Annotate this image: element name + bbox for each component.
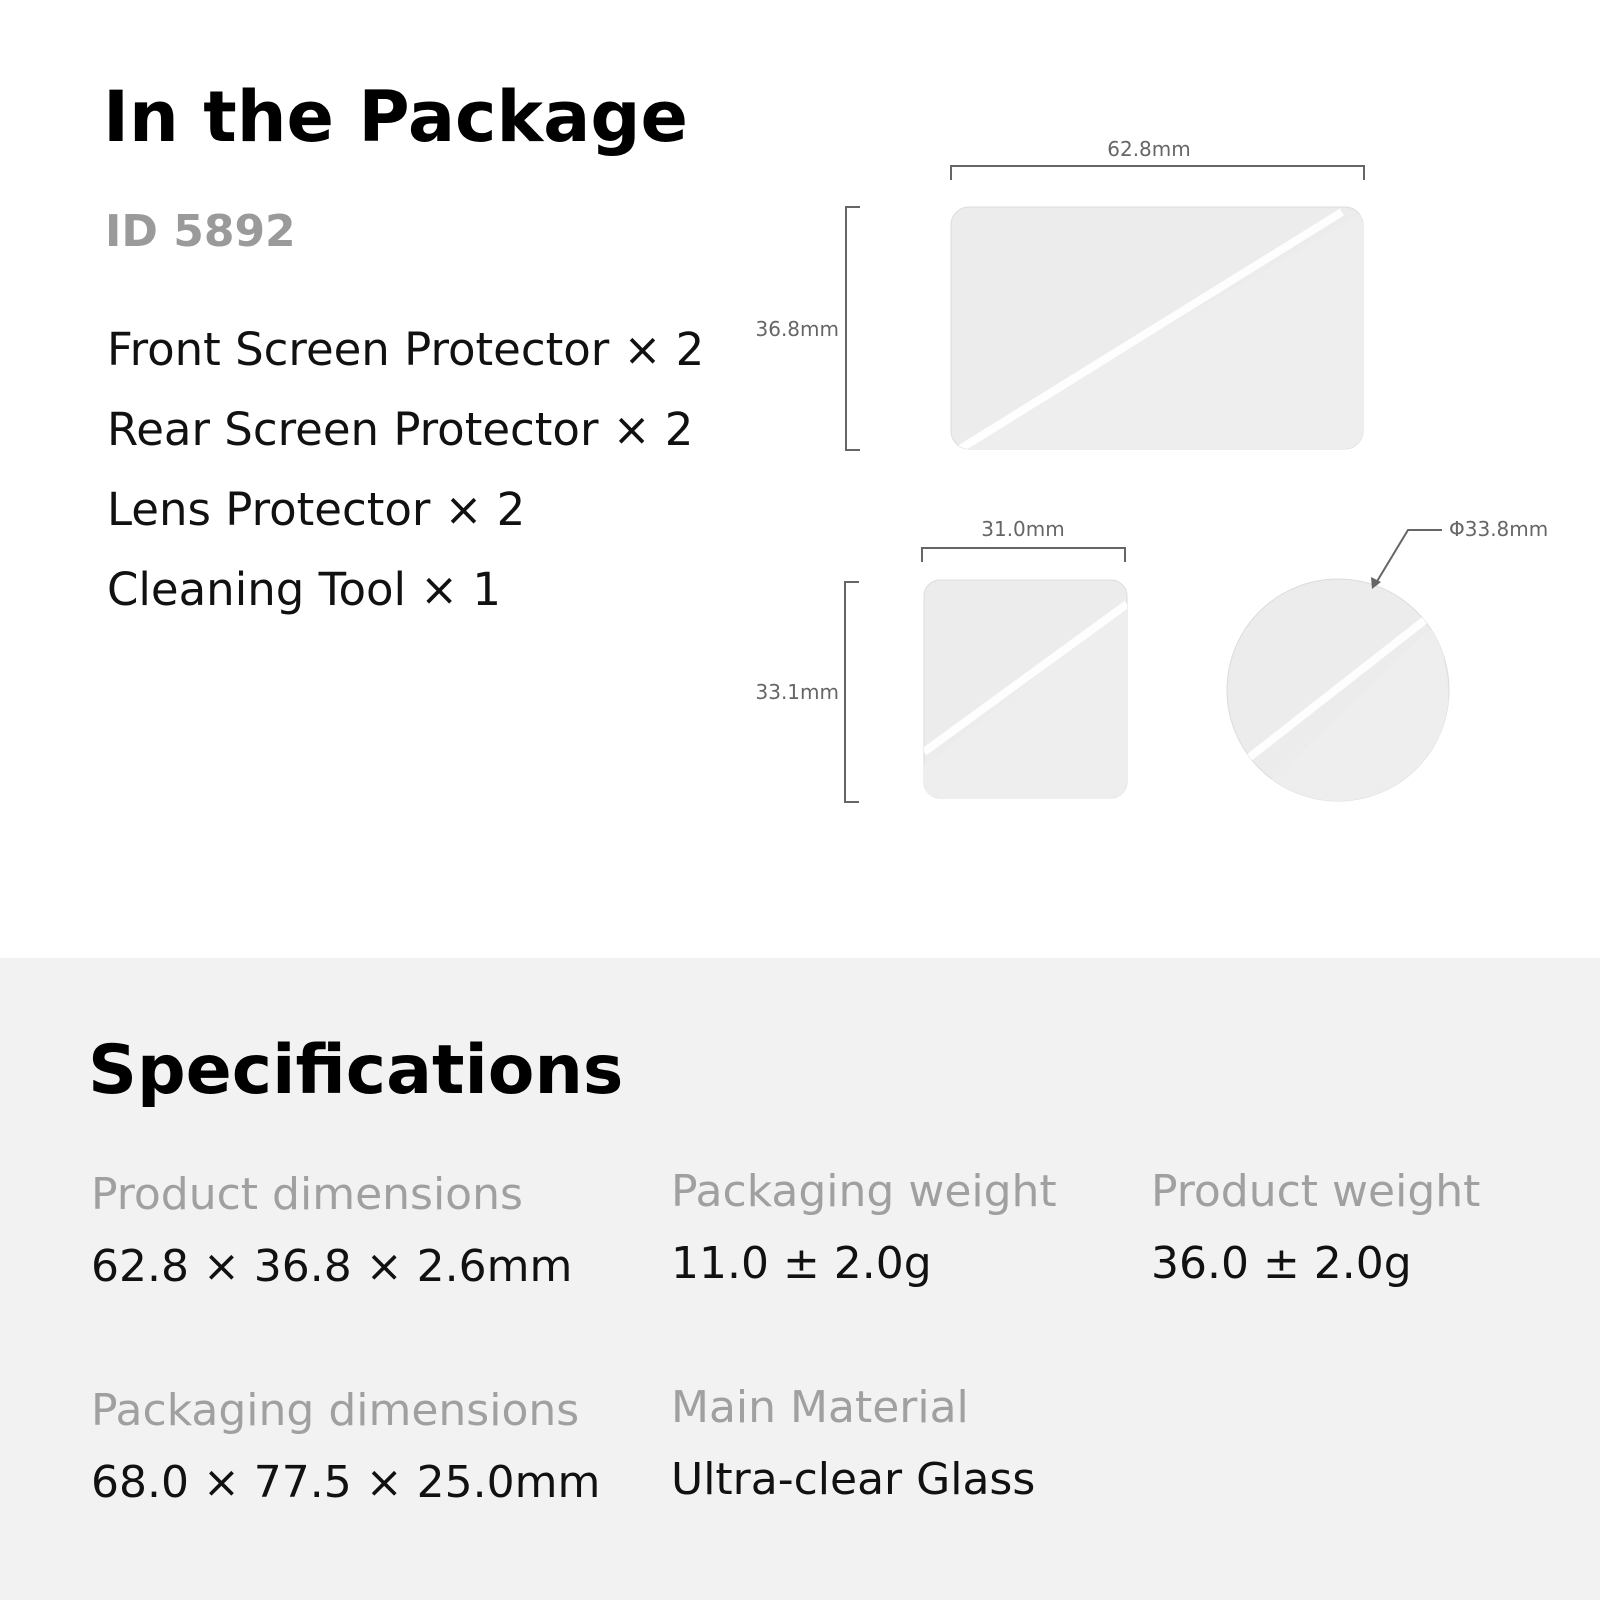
package-item-lens-protector: Lens Protector × 2 [107, 483, 526, 536]
product-id: ID 5892 [105, 206, 296, 257]
spec-packaging-weight [671, 1164, 1057, 1292]
package-title: In the Package [103, 76, 688, 158]
rear-protector-shape [924, 580, 1127, 798]
package-item-front-screen-protector: Front Screen Protector × 2 [107, 323, 705, 376]
front-height-label: 36.8mm [755, 317, 839, 341]
spec-value: 62.8 × 36.8 × 2.6mm [91, 1241, 573, 1292]
lens-diameter-dimension [1371, 517, 1548, 589]
front-protector-shape [951, 207, 1363, 449]
spec-label: Product weight [1151, 1166, 1481, 1217]
spec-value: 11.0 ± 2.0g [671, 1238, 932, 1289]
front-height-dimension [756, 207, 861, 450]
spec-packaging-dimensions [91, 1383, 600, 1511]
spec-label: Product dimensions [91, 1169, 523, 1220]
front-width-label: 62.8mm [1107, 137, 1191, 161]
front-width-dimension [951, 137, 1364, 180]
spec-product-weight [1151, 1164, 1480, 1292]
lens-diameter-label: Φ33.8mm [1449, 517, 1549, 541]
specifications-title: Specifications [88, 1031, 624, 1110]
spec-value: 36.0 ± 2.0g [1151, 1238, 1412, 1289]
spec-label: Main Material [671, 1382, 969, 1433]
rear-width-dimension [922, 517, 1125, 562]
rear-width-label: 31.0mm [981, 517, 1065, 541]
spec-label: Packaging weight [671, 1166, 1057, 1217]
spec-label: Packaging dimensions [91, 1385, 580, 1436]
spec-value: Ultra-clear Glass [671, 1454, 1036, 1505]
specifications-section [0, 958, 1600, 1600]
package-item-cleaning-tool: Cleaning Tool × 1 [107, 563, 501, 616]
spec-product-dimensions [91, 1167, 572, 1295]
package-item-rear-screen-protector: Rear Screen Protector × 2 [107, 403, 694, 456]
spec-main-material [671, 1380, 1035, 1508]
spec-value: 68.0 × 77.5 × 25.0mm [91, 1457, 601, 1508]
lens-protector-shape [1227, 579, 1460, 810]
rear-height-dimension [756, 582, 860, 802]
rear-height-label: 33.1mm [755, 680, 839, 704]
